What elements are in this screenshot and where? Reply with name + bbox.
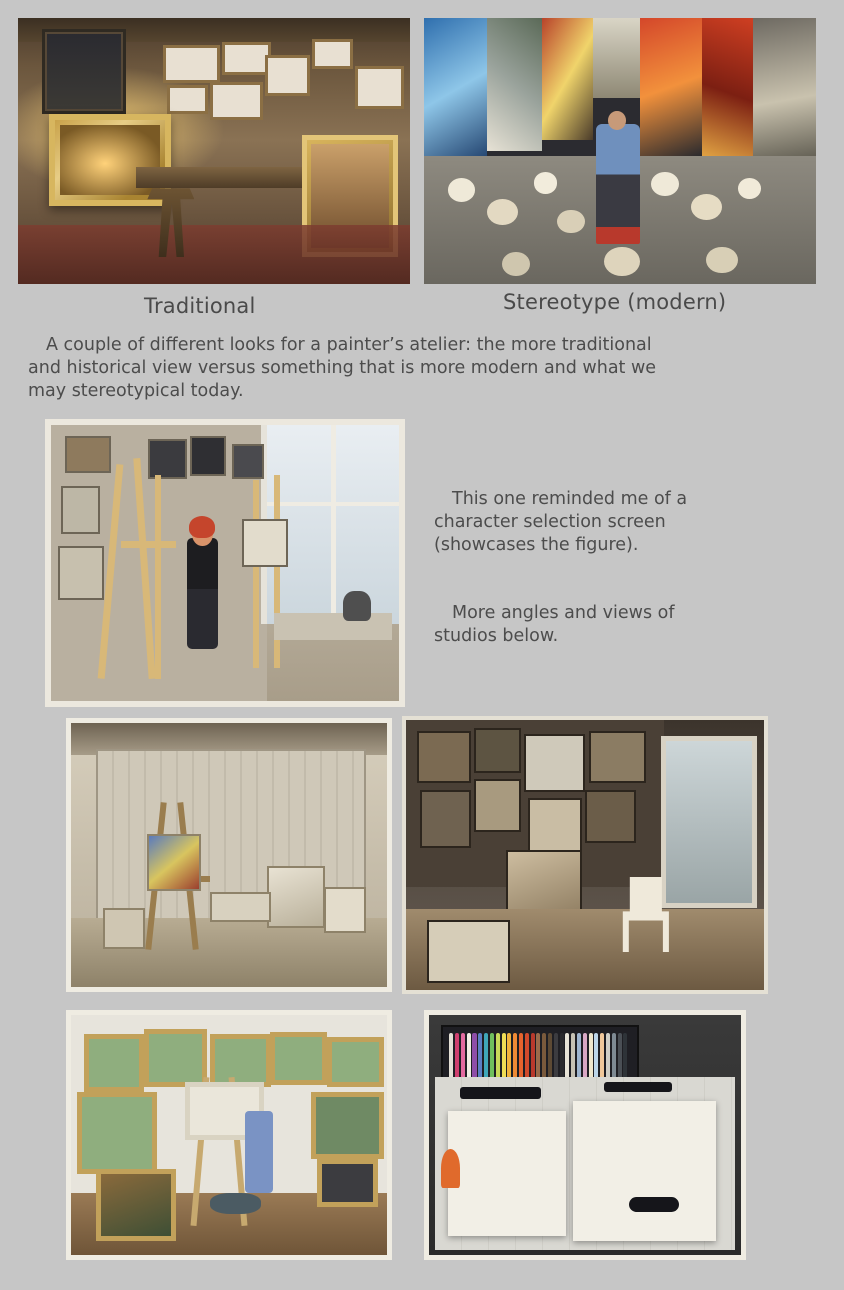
intro-paragraph-text: A couple of different looks for a painter’s atelier: the more traditional and historical view versus something that is more modern and what we may stereotypical today. <box>28 335 657 401</box>
side-paragraph-two-text: More angles and views of studios below. <box>434 603 675 646</box>
intro-paragraph <box>28 334 688 403</box>
caption-stereotype: Stereotype (modern) <box>503 290 727 314</box>
marker-desk-photo <box>424 1010 746 1260</box>
traditional-atelier-photo <box>18 18 410 284</box>
modern-stereotype-studio-photo <box>424 18 816 284</box>
miniature-studio-room-photo <box>66 718 392 992</box>
side-paragraph-one <box>434 488 724 557</box>
caption-traditional: Traditional <box>144 294 256 318</box>
side-paragraph-two <box>434 602 724 648</box>
side-paragraph-one-text: This one reminded me of a character selection screen (showcases the figure). <box>434 489 688 555</box>
artist-with-easels-photo <box>45 419 405 707</box>
cluttered-dark-studio-photo <box>402 716 768 994</box>
gallery-studio-photo <box>66 1010 392 1260</box>
